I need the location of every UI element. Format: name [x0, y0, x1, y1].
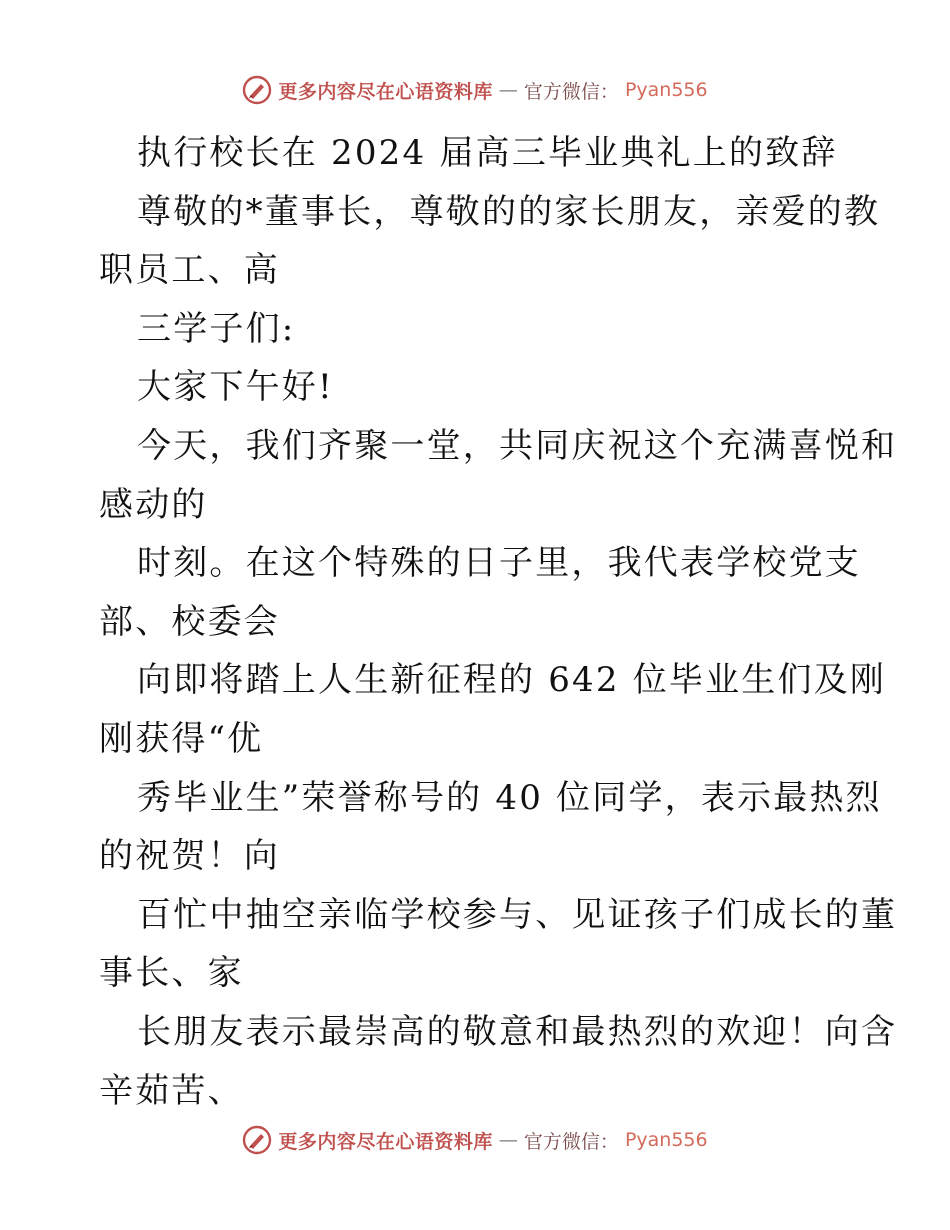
text-line: 秀毕业生”荣誉称号的 40 位同学，表示最热烈	[137, 777, 882, 818]
text-line: 辛茹苦、	[99, 1070, 244, 1111]
document-title: 执行校长在 2024 届高三毕业典礼上的致辞	[137, 133, 838, 173]
pen-logo-icon	[242, 1125, 272, 1155]
text-line: 尊敬的*董事长，尊敬的的家长朋友，亲爱的教	[137, 191, 881, 232]
text-line: 今天，我们齐聚一堂，共同庆祝这个充满喜悦和	[137, 425, 898, 466]
text-line: 向即将踏上人生新征程的 642 位毕业生们及刚	[137, 660, 887, 701]
text-line: 刚获得“优	[99, 718, 264, 759]
watermark-dash: —	[498, 79, 518, 101]
text-line: 长朋友表示最崇高的敬意和最热烈的欢迎！向含	[137, 1011, 898, 1052]
header-watermark-banner	[0, 70, 950, 110]
pen-logo-icon	[242, 75, 272, 105]
text-line: 职员工、高	[99, 250, 280, 291]
text-line: 的祝贺！向	[99, 836, 280, 877]
watermark-wechat-id: Pyan556	[624, 79, 708, 101]
watermark-wechat-label: 官方微信：	[523, 80, 619, 103]
text-line: 百忙中抽空亲临学校参与、见证孩子们成长的董	[137, 894, 898, 935]
footer-watermark-banner	[0, 1120, 950, 1160]
text-line: 事长、家	[99, 953, 244, 994]
text-line: 部、校委会	[99, 601, 280, 642]
watermark-text: 更多内容尽在心语资料库	[278, 80, 493, 103]
watermark-wechat-label: 官方微信：	[523, 1130, 619, 1153]
header-watermark	[242, 75, 707, 105]
watermark-text: 更多内容尽在心语资料库	[278, 1130, 493, 1153]
footer-watermark	[242, 1125, 707, 1155]
text-line: 感动的	[99, 484, 208, 525]
watermark-wechat-id: Pyan556	[624, 1129, 708, 1151]
text-line: 大家下午好!	[137, 367, 334, 408]
text-line: 三学子们:	[137, 308, 296, 349]
watermark-dash: —	[498, 1129, 518, 1151]
text-line: 时刻。在这个特殊的日子里，我代表学校党支	[137, 543, 861, 584]
speech-text	[99, 124, 898, 1120]
